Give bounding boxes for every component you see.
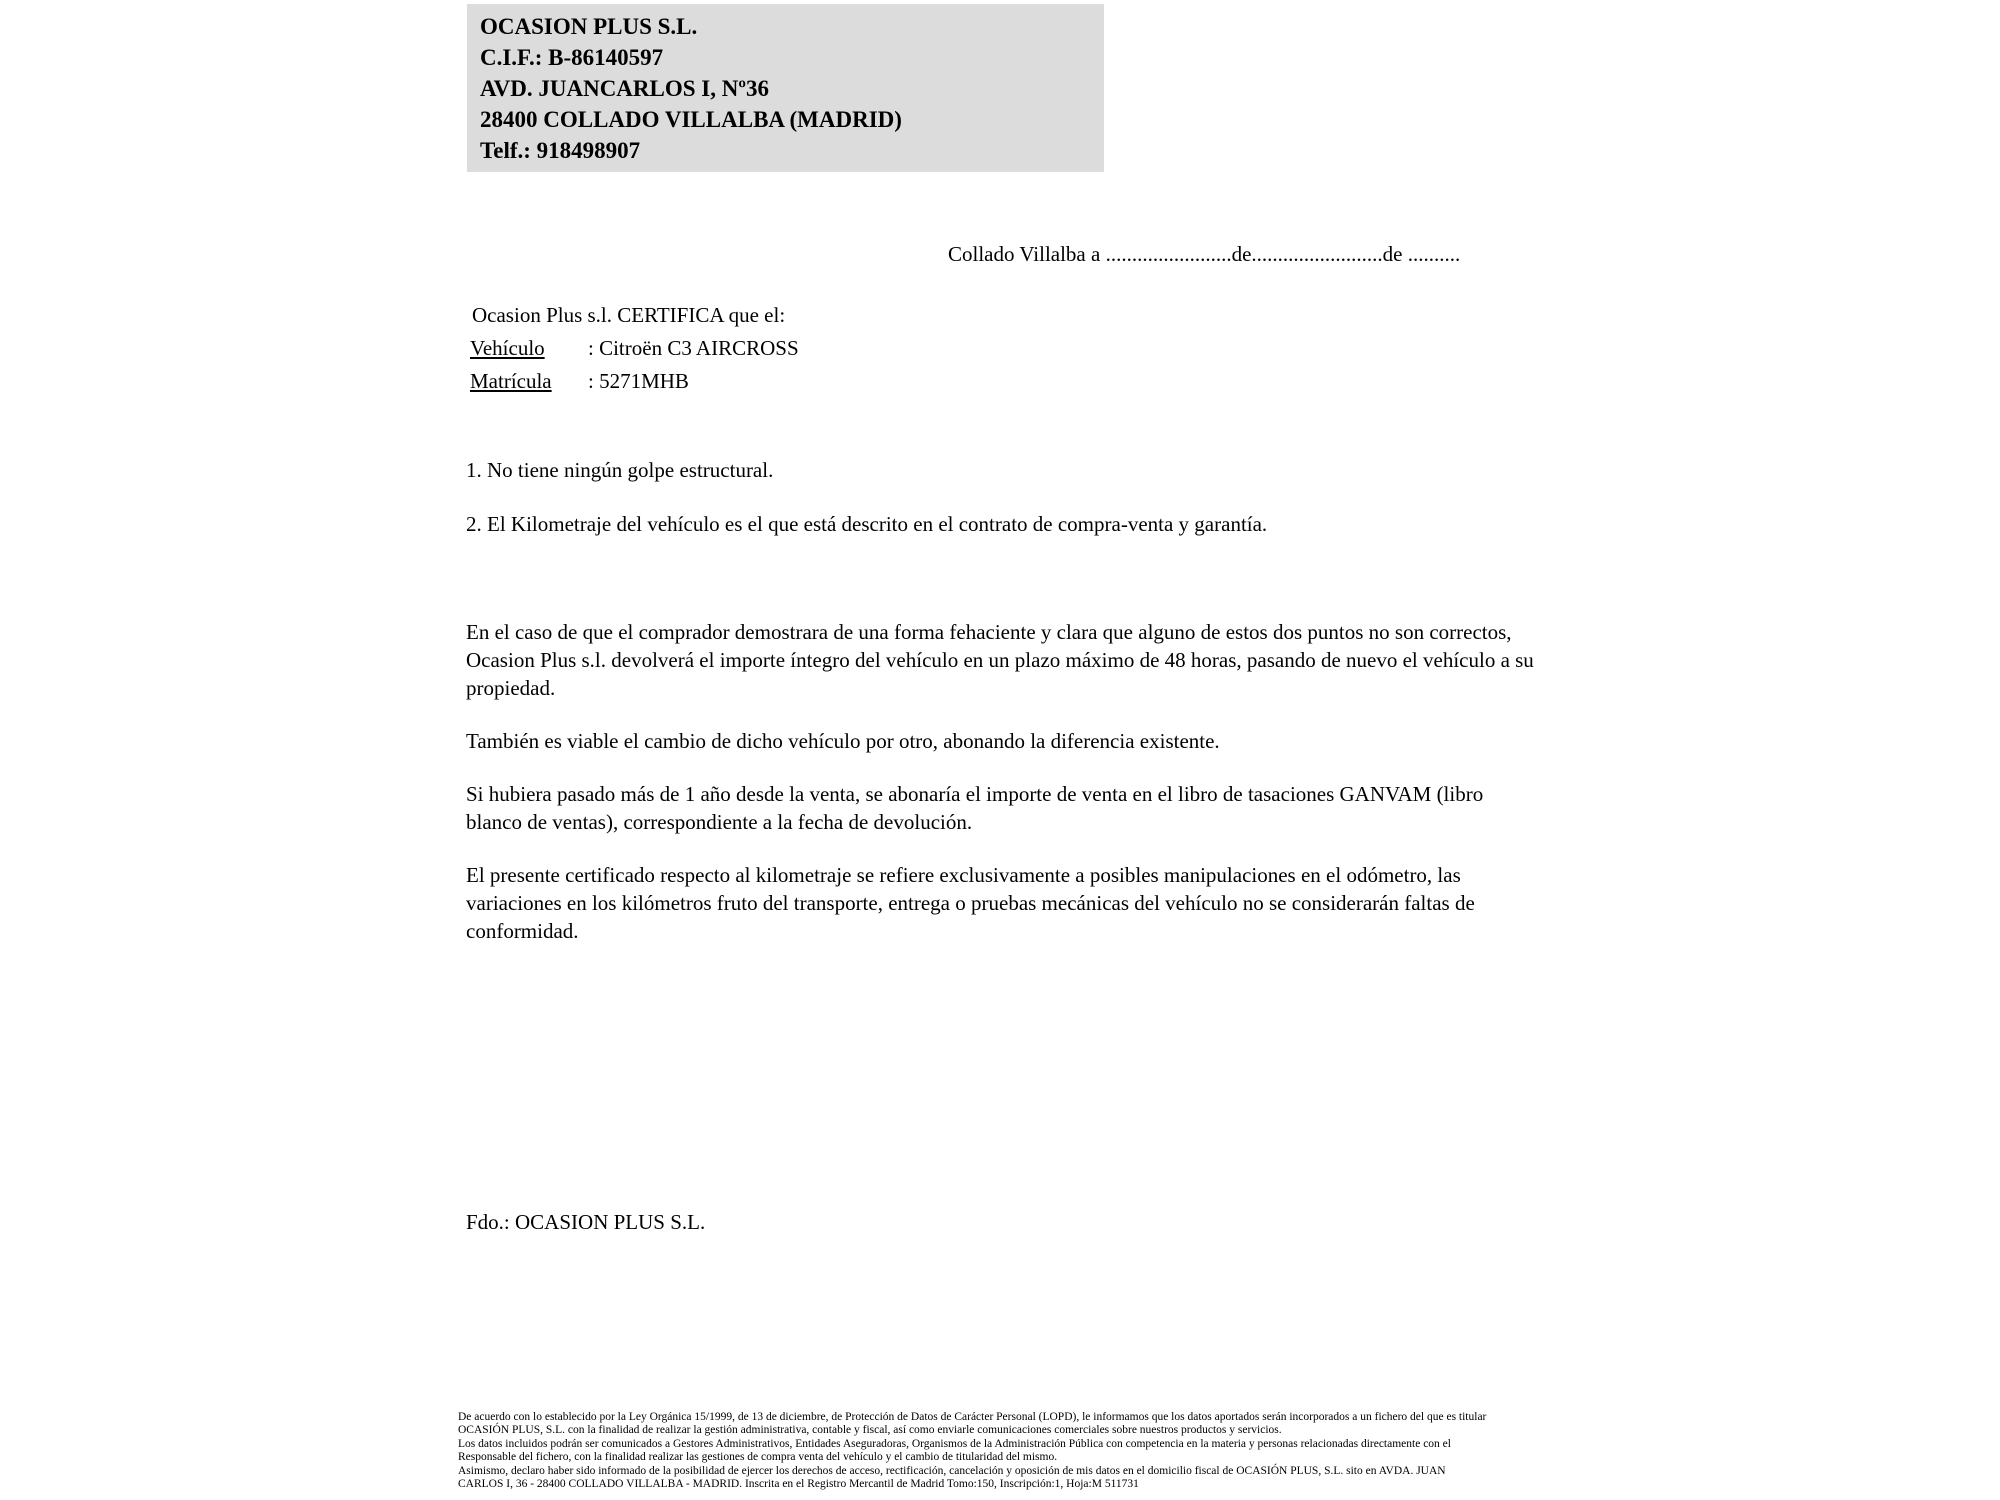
point-2: 2. El Kilometraje del vehículo es el que está descrito en el contrato de compra-venta y garantía. <box>466 512 1268 536</box>
date-line: Collado Villalba a ........................de.........................de .......... <box>948 242 1461 266</box>
company-phone: Telf.: 918498907 <box>480 138 641 163</box>
point-1: 1. No tiene ningún golpe estructural. <box>466 458 774 482</box>
vehicle-row <box>470 336 799 361</box>
plate-label: Matrícula <box>470 369 552 393</box>
plate-value: : 5271MHB <box>588 369 689 393</box>
legal-footer-line: CARLOS I, 36 - 28400 COLLADO VILLALBA - MADRID. Inscrita en el Registro Mercantil de Madrid Tomo:150, Inscripción:1, Hoja:M 511731 <box>458 1478 1139 1491</box>
legal-footer-line: De acuerdo con lo establecido por la Ley Orgánica 15/1999, de 13 de diciembre, de Protección de Datos de Carácter Personal (LOPD), le informamos que los datos aportados serán incorporados a un fichero del que es titular <box>458 1411 1487 1423</box>
company-header-box <box>467 4 1104 172</box>
company-city: 28400 COLLADO VILLALBA (MADRID) <box>480 107 902 132</box>
legal-footer-line: OCASIÓN PLUS, S.L. con la finalidad de realizar la gestión administrativa, contable y fiscal, así como enviarle comunicaciones comerciales sobre nuestros productos y servicios. <box>458 1424 1282 1437</box>
certify-intro: Ocasion Plus s.l. CERTIFICA que el: <box>472 303 786 327</box>
company-cif: C.I.F.: B-86140597 <box>480 45 664 70</box>
paragraph-exchange: También es viable el cambio de dicho vehículo por otro, abonando la diferencia existente. <box>466 729 1220 753</box>
company-name: OCASION PLUS S.L. <box>480 14 698 39</box>
paragraph-ganvam: Si hubiera pasado más de 1 año desde la venta, se abonaría el importe de venta en el libro de tasaciones GANVAM (libro blanco de ventas), correspondiente a la fecha de devolución. <box>466 782 1484 834</box>
signature-line: Fdo.: OCASION PLUS S.L. <box>466 1210 706 1234</box>
legal-footer-line: Los datos incluidos podrán ser comunicados a Gestores Administrativos, Entidades Aseguradoras, Organismos de la Administración Pública con competencia en la materia y personas relacionadas directamente con el <box>458 1437 1451 1450</box>
legal-footer <box>458 1411 1658 1491</box>
legal-footer-line: Responsable del fichero, con la finalidad realizar las gestiones de compra venta del vehículo y el cambio de titularidad del mismo. <box>458 1451 1058 1464</box>
paragraph-odometer: El presente certificado respecto al kilometraje se refiere exclusivamente a posibles manipulaciones en el odómetro, las variaciones en los kilómetros fruto del transporte, entrega o pruebas mecánicas del vehículo no se considerarán faltas de conformidad. <box>466 863 1475 943</box>
company-address: AVD. JUANCARLOS I, Nº36 <box>480 76 769 101</box>
body-paragraphs <box>466 618 1541 970</box>
vehicle-value: : Citroën C3 AIRCROSS <box>588 336 799 360</box>
plate-label-wrap <box>470 369 588 394</box>
plate-row <box>470 369 689 394</box>
paragraph-refund: En el caso de que el comprador demostrara de una forma fehaciente y clara que alguno de estos dos puntos no son correctos, Ocasion Plus s.l. devolverá el importe íntegro del vehículo en un plazo máximo de 48 horas, pasando de nuevo el vehículo a su propiedad. <box>466 620 1534 700</box>
vehicle-label: Vehículo <box>470 336 545 360</box>
vehicle-label-wrap <box>470 336 588 361</box>
legal-footer-line: Asimismo, declaro haber sido informado de la posibilidad de ejercer los derechos de acceso, rectificación, cancelación y oposición de mis datos en el domicilio fiscal de OCASIÓN PLUS, S.L. sito en AVDA. JUAN <box>458 1464 1446 1477</box>
